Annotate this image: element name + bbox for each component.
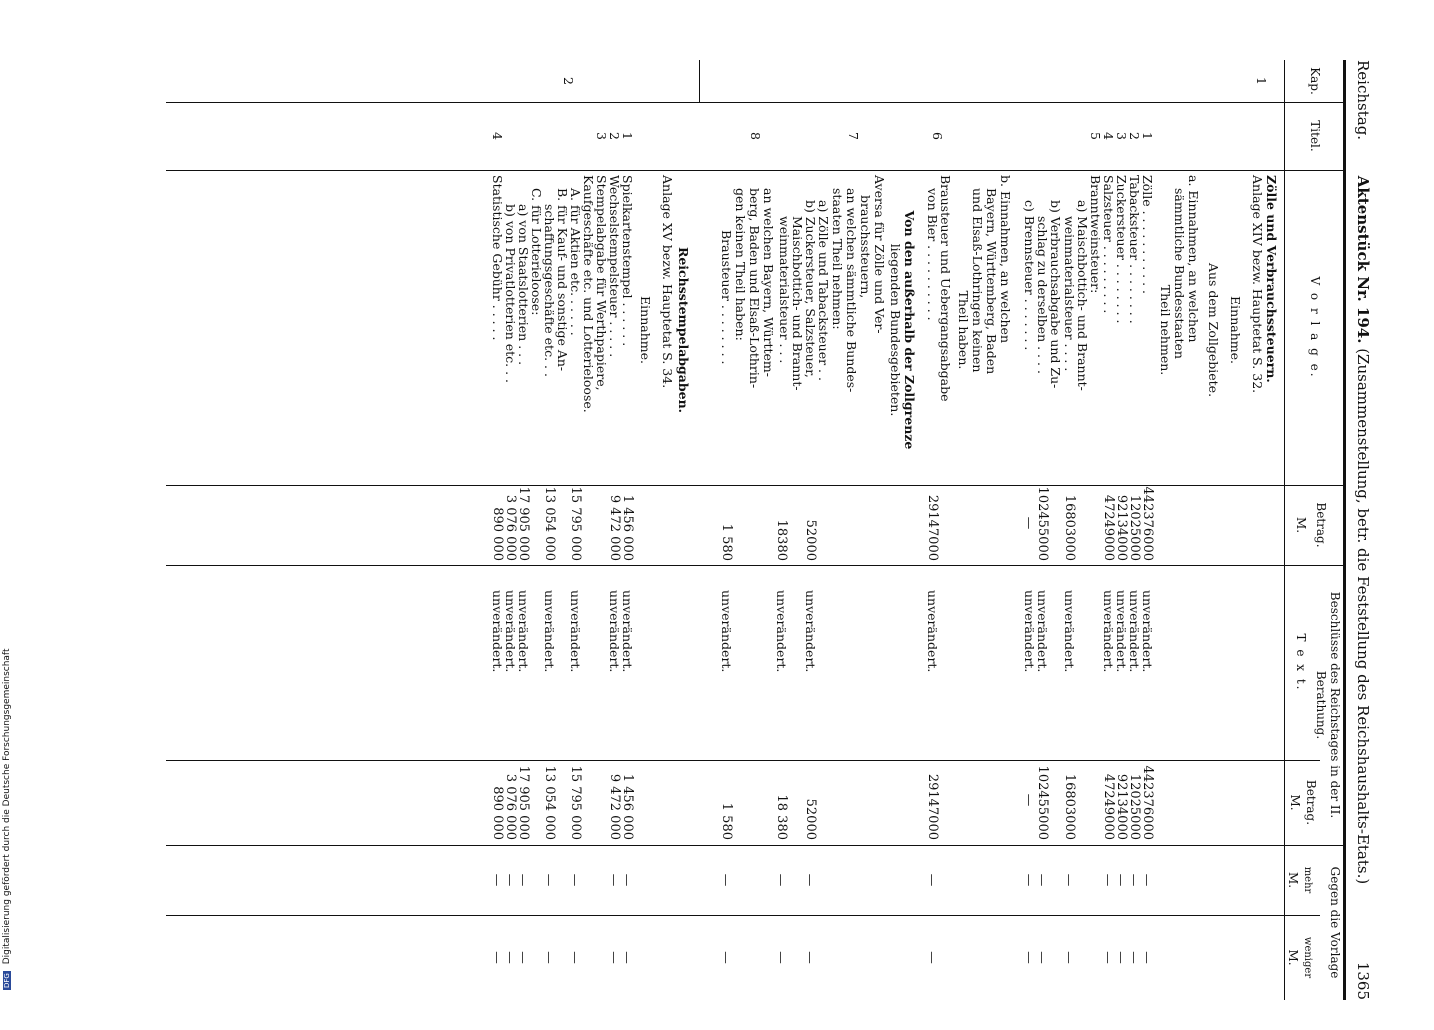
row-betrag2: 1 456 000 <box>620 773 635 840</box>
row-s2-3A-mehr: — <box>568 873 583 887</box>
row-7b-line1: b) Zuckersteuer, Salzsteuer, <box>803 200 818 378</box>
header-mehr: mehr <box>1302 866 1313 894</box>
row-mehr: — <box>620 873 635 887</box>
row-5a-line1: a) Maischbottich- und Brannt- <box>1075 200 1090 391</box>
row-betrag2: 47249000 <box>1101 773 1116 840</box>
row-7-mehr: — <box>803 873 818 887</box>
row-6-line1: Brausteuer und Uebergangsabgabe <box>938 175 953 402</box>
row-betrag: 92134000 <box>1114 494 1129 561</box>
row-s2-3A: A. für Aktien etc. . . . . . <box>568 188 583 336</box>
row-6-betrag: 29147000 <box>925 494 940 561</box>
row-8-brau-betrag2: 1 580 <box>719 802 734 840</box>
header-weniger: weniger <box>1302 936 1313 979</box>
row-text: unverändert. <box>620 590 635 673</box>
aversa-line2: brauchssteuern, <box>858 195 873 299</box>
row-mehr: — <box>1114 873 1129 887</box>
section1-a-line1: a. Einnahmen, an welchen <box>1186 175 1201 343</box>
row-5b-mehr: — <box>1035 873 1050 887</box>
row-label: Wechselstempelsteuer . . . . . <box>607 175 622 358</box>
row-betrag: 1 456 000 <box>620 494 635 561</box>
row-6-mehr: — <box>925 873 940 887</box>
row-titel: 4 <box>1101 132 1116 140</box>
row-7-text: unverändert. <box>803 590 818 673</box>
section1-title: Zölle und Verbrauchssteuern. <box>1264 175 1279 383</box>
header-mark: M. <box>1294 516 1308 534</box>
row-5b-weniger: — <box>1035 951 1050 964</box>
ausser-line1: Von den außerhalb der Zollgrenze <box>902 210 917 450</box>
row-5b-betrag2: 102455000 <box>1035 765 1050 840</box>
row-weniger: — <box>1127 951 1142 964</box>
row-5a-weniger: — <box>1062 951 1077 964</box>
row-8-line2: berg, Baden und Elsaß-Lothrin- <box>747 188 762 389</box>
row-text: unverändert. <box>1127 590 1142 673</box>
row-8-brau-weniger: — <box>719 951 734 964</box>
row-betrag2: 12025000 <box>1127 773 1142 840</box>
running-head <box>1350 60 1372 1000</box>
row-8-line1: an welchen Bayern, Württem- <box>761 188 776 378</box>
row-s2-3B-text: unverändert. <box>542 590 557 673</box>
row-weniger: — <box>1114 951 1129 964</box>
row-titel: 1 <box>620 132 635 140</box>
header-mark2: M. <box>1288 794 1302 811</box>
row-7-weniger: — <box>803 951 818 964</box>
row-weniger: — <box>1101 951 1116 964</box>
row-titel: 2 <box>1127 132 1142 140</box>
row-mehr: — <box>1140 873 1155 887</box>
row-betrag2: 9 472 000 <box>607 773 622 840</box>
row-5c-betrag: — <box>1022 516 1037 530</box>
row-text: unverändert. <box>1140 590 1155 673</box>
row-betrag: 12025000 <box>1127 494 1142 561</box>
row-7-betrag: 52000 <box>803 519 818 561</box>
header-vorlage: V o r l a g e. <box>1308 276 1322 379</box>
row-5c-text: unverändert. <box>1022 590 1037 673</box>
row-label: Spielkartenstempel . . . . . . <box>620 175 635 347</box>
header-text: T e x t. <box>1294 633 1308 692</box>
row-label: Tabacksteuer . . . . . . . . <box>1127 175 1142 324</box>
row-s2-3Ca-betrag2: 17 905 000 <box>516 765 531 840</box>
row-5b-betrag: 102455000 <box>1035 486 1050 561</box>
row-label: Zölle . . . . . . . . . . . <box>1140 175 1155 295</box>
row-8-text: unverändert. <box>774 590 789 673</box>
header-rule <box>1284 60 1285 1000</box>
row-7b-line3: weinmaterialsteuer . . . <box>777 216 792 364</box>
section1-a-line2: sämmtliche Bundesstaaten <box>1172 188 1187 359</box>
row-s2-3B-mehr: — <box>542 873 557 887</box>
row-titel: 5 <box>1088 132 1103 140</box>
header-kap: Kap. <box>1308 67 1322 95</box>
running-head-subject: (Zusammenstellung, betr. die Feststellung des Reichshaushalts-Etats.) <box>1354 348 1372 885</box>
row-mehr: — <box>607 873 622 887</box>
section1-b-line1: b. Einnahmen, an welchen <box>998 175 1013 343</box>
section1-b-line3: und Elsaß-Lothringen keinen <box>970 188 985 373</box>
running-head-doc: Aktenstück Nr. 194. <box>1354 175 1372 344</box>
row-7a: a) Zölle und Tabacksteuer . . <box>816 200 831 381</box>
row-8-mehr: — <box>774 873 789 887</box>
header-mehr-mark: M. <box>1286 871 1300 889</box>
row-s2-3Cb-mehr: — <box>503 873 518 887</box>
row-5a-mehr: — <box>1062 873 1077 887</box>
row-weniger: — <box>620 951 635 964</box>
row-s2-3Cb-text: unverändert. <box>503 590 518 673</box>
col-rule-titel <box>166 170 1346 171</box>
row-s2-3-line1: Stempelabgabe für Werthpapiere, <box>594 175 609 391</box>
row-label: Salzsteuer . . . . . . . . . <box>1101 175 1116 314</box>
section1-b-line4: Theil haben. <box>956 290 971 370</box>
section2-einnahme: Einnahme. <box>638 296 653 364</box>
row-s2-3Cb-weniger: — <box>503 951 518 964</box>
kapitel-1: 1 <box>1254 77 1269 85</box>
row-5a-line2: weinmaterialsteuer . . . . <box>1062 216 1077 372</box>
row-s2-3Ca-text: unverändert. <box>516 590 531 673</box>
row-5b-line2: schlag zu derselben . . . . <box>1035 216 1050 374</box>
col-rule-label <box>166 485 1346 486</box>
row-6-text: unverändert. <box>925 590 940 673</box>
row-8-weniger: — <box>774 951 789 964</box>
row-s2-3A-weniger: — <box>568 951 583 964</box>
row-s2-3Cb: b) von Privatlotterien etc. . . <box>503 204 518 384</box>
section1-zollgebiet: Aus dem Zollgebiete. <box>1206 262 1221 398</box>
row-titel: 3 <box>1114 132 1129 140</box>
section2-anlage: Anlage XV bezw. Hauptetat S. 34. <box>660 175 675 389</box>
row-text: unverändert. <box>1114 590 1129 673</box>
row-6-titel: 6 <box>930 132 945 140</box>
document-page <box>120 30 1380 1030</box>
row-s2-3-titel: 3 <box>594 132 609 140</box>
row-8-line3: gen keinen Theil haben: <box>733 188 748 341</box>
row-s2-4-mehr: — <box>490 873 505 887</box>
aversa-line1: Aversa für Zölle und Ver- <box>872 175 887 334</box>
row-8-betrag: 18380 <box>774 519 789 561</box>
row-label: Zuckersteuer . . . . . . . . <box>1114 175 1129 324</box>
row-mehr: — <box>1127 873 1142 887</box>
row-s2-3B-line1: B. für Kauf- und sonstige An- <box>555 188 570 372</box>
row-mehr: — <box>1101 873 1116 887</box>
row-8-betrag2: 18 380 <box>774 794 789 840</box>
section1-b-line2: Bayern, Württemberg, Baden <box>984 188 999 375</box>
header-gegen: Gegen die Vorlage <box>1328 866 1342 979</box>
section1-einnahme: Einnahme. <box>1228 296 1243 364</box>
row-weniger: — <box>607 951 622 964</box>
row-titel: 1 <box>1140 132 1155 140</box>
row-5b-text: unverändert. <box>1035 590 1050 673</box>
row-betrag: 9 472 000 <box>607 494 622 561</box>
page-number: 1365 <box>1354 961 1372 1000</box>
row-5a-text: unverändert. <box>1062 590 1077 673</box>
row-7b-line2: Maischbottich- und Brannt- <box>790 216 805 391</box>
row-text: unverändert. <box>1101 590 1116 673</box>
row-betrag2: 442376000 <box>1140 765 1155 840</box>
row-s2-4-weniger: — <box>490 951 505 964</box>
row-8-brau-mehr: — <box>719 873 734 887</box>
row-5c-mehr: — <box>1022 873 1037 887</box>
row-s2-3Ca-mehr: — <box>516 873 531 887</box>
row-8-brau-text: unverändert. <box>719 590 734 673</box>
header-weniger-mark: M. <box>1286 949 1300 966</box>
row-7-betrag2: 52000 <box>803 798 818 840</box>
top-rule <box>1343 60 1346 1000</box>
row-6-weniger: — <box>925 951 940 964</box>
section1-anlage: Anlage XIV bezw. Hauptetat S. 32. <box>1250 175 1265 394</box>
row-8-line4: Brausteuer . . . . . . . . <box>719 230 734 365</box>
row-5a-betrag2: 16803000 <box>1062 773 1077 840</box>
header-betrag2: Betrag. <box>1304 779 1318 826</box>
row-s2-3Cb-betrag: 3 076 000 <box>503 494 518 561</box>
row-5a-betrag: 16803000 <box>1062 494 1077 561</box>
row-s2-3B-betrag2: 13 054 000 <box>542 765 557 840</box>
row-s2-3B-betrag: 13 054 000 <box>542 486 557 561</box>
row-label: Branntweinsteuer: <box>1088 175 1103 294</box>
row-s2-3B-weniger: — <box>542 951 557 964</box>
row-s2-4-text: unverändert. <box>490 590 505 673</box>
section1-a-line3: Theil nehmen. <box>1158 284 1173 376</box>
row-7-line2: staaten Theil nehmen: <box>830 188 845 330</box>
row-8-brau-betrag: 1 580 <box>719 523 734 561</box>
row-s2-4-titel: 4 <box>490 132 505 140</box>
row-s2-3Ca-weniger: — <box>516 951 531 964</box>
row-5c-label: c) Brennsteuer . . . . . . . <box>1022 200 1037 351</box>
row-s2-3C: C. für Lotterieloose: <box>529 188 544 316</box>
row-s2-3Ca: a) von Staatslotterien . . . <box>516 204 531 366</box>
running-head-left: Reichstag. <box>1354 60 1372 141</box>
row-s2-3-line2: Kaufgeschäfte etc. und Lotterieloose. <box>581 175 596 413</box>
row-text: unverändert. <box>607 590 622 673</box>
row-s2-3A-text: unverändert. <box>568 590 583 673</box>
row-7-titel: 7 <box>846 132 861 140</box>
ausser-line2: liegenden Bundesgebieten. <box>888 243 903 417</box>
row-s2-4-betrag2: 890 000 <box>490 786 505 840</box>
header-beschluesse: Beschlüsse des Reichstages in der II. Berathung. <box>1314 591 1342 819</box>
kapitel-2: 2 <box>561 77 576 85</box>
row-betrag: 47249000 <box>1101 494 1116 561</box>
row-7-line1: an welchen sämmtliche Bundes- <box>844 188 859 393</box>
row-s2-4-label: Statistische Gebühr . . . . . <box>490 175 505 341</box>
row-5c-betrag2: — <box>1022 793 1037 807</box>
col-rule-betrag <box>166 565 1346 566</box>
row-s2-4-betrag: 890 000 <box>490 507 505 561</box>
row-s2-3A-betrag2: 15 795 000 <box>568 765 583 840</box>
row-6-betrag2: 29147000 <box>925 773 940 840</box>
row-s2-3Ca-betrag: 17 905 000 <box>516 486 531 561</box>
row-5b-line1: b) Verbrauchsabgabe und Zu- <box>1048 200 1063 389</box>
row-betrag: 442376000 <box>1140 486 1155 561</box>
row-s2-3B-line2: schaffungsgeschäfte etc. . . <box>542 204 557 377</box>
running-head-title <box>1354 60 1372 1000</box>
kapitel-divider <box>699 60 700 102</box>
section2-title: Reichsstempelabgaben. <box>676 246 691 414</box>
row-6-line2: von Bier . . . . . . . . . . <box>925 188 940 321</box>
row-betrag2: 92134000 <box>1114 773 1129 840</box>
col-rule-betrag2 <box>166 845 1346 846</box>
row-5c-weniger: — <box>1022 951 1037 964</box>
row-titel: 2 <box>607 132 622 140</box>
row-weniger: — <box>1140 951 1155 964</box>
dfg-logo: DFG <box>2 973 11 988</box>
row-s2-3Cb-betrag2: 3 076 000 <box>503 773 518 840</box>
row-s2-3A-betrag: 15 795 000 <box>568 486 583 561</box>
row-8-titel: 8 <box>748 132 763 140</box>
digitization-credit <box>2 0 20 990</box>
header-betrag: Betrag. <box>1314 502 1328 548</box>
header-titel: Titel. <box>1308 120 1322 152</box>
credit-text: Digitalisierung gefördert durch die Deutsche Forschungsgemeinschaft <box>2 648 12 965</box>
